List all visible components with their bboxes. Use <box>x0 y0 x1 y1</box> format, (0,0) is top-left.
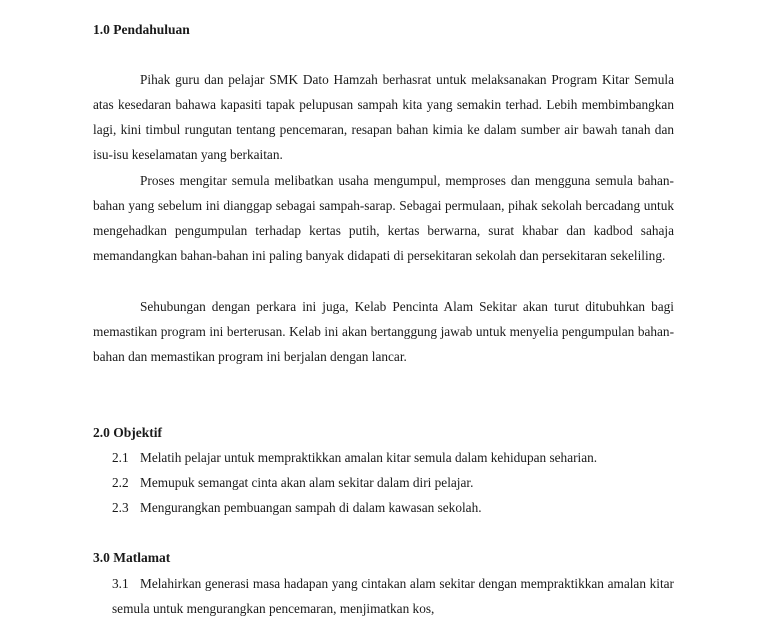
item-number: 2.3 <box>112 500 129 515</box>
item-number: 3.1 <box>112 576 129 591</box>
item-number: 2.2 <box>112 475 129 490</box>
objective-item <box>112 470 674 495</box>
section-heading-objektif: 2.0 Objektif <box>93 425 162 440</box>
section-heading-pendahuluan: 1.0 Pendahuluan <box>93 22 190 37</box>
section-heading-matlamat: 3.0 Matlamat <box>93 550 171 565</box>
item-text: Memupuk semangat cinta akan alam sekitar dalam diri pelajar. <box>140 475 474 490</box>
paragraph-1: Pihak guru dan pelajar SMK Dato Hamzah berhasrat untuk melaksanakan Program Kitar Semula atas kesedaran bahawa kapasiti tapak pelupusan sampah kita yang semakin terhad. Lebih membimbangkan lagi, kini timbul rungutan tentang pencemaran, resapan bahan kimia ke dalam sumber air bawah tanah dan isu-isu keselamatan yang berkaitan. <box>93 72 674 163</box>
item-text: Mengurangkan pembuangan sampah di dalam kawasan sekolah. <box>140 500 482 515</box>
goal-item <box>112 571 674 621</box>
objective-item <box>112 445 674 470</box>
paragraph-2: Proses mengitar semula melibatkan usaha mengumpul, memproses dan mengguna semula bahan-bahan yang sebelum ini dianggap sebagai sampah-sarap. Sebagai permulaan, pihak sekolah bercadang untuk mengehadkan pengumpulan terhadap kertas putih, kertas berwarna, surat khabar dan kadbod sahaja memandangkan bahan-bahan ini paling banyak didapati di persekitaran sekolah dan persekitaran sekeliling. <box>93 173 674 264</box>
item-text: Melahirkan generasi masa hadapan yang cintakan alam sekitar dengan mempraktikkan amalan kitar semula untuk mengurangkan pencemaran, menjimatkan kos, <box>112 576 674 617</box>
objective-item <box>112 495 674 520</box>
item-number: 2.1 <box>112 450 129 465</box>
paragraph-3: Sehubungan dengan perkara ini juga, Kelab Pencinta Alam Sekitar akan turut ditubuhkan bagi memastikan program ini berterusan. Kelab ini akan bertanggung jawab untuk menyelia pengumpulan bahan-bahan dan memastikan program ini berjalan dengan lancar. <box>93 299 674 365</box>
item-text: Melatih pelajar untuk mempraktikkan amalan kitar semula dalam kehidupan seharian. <box>140 450 598 465</box>
